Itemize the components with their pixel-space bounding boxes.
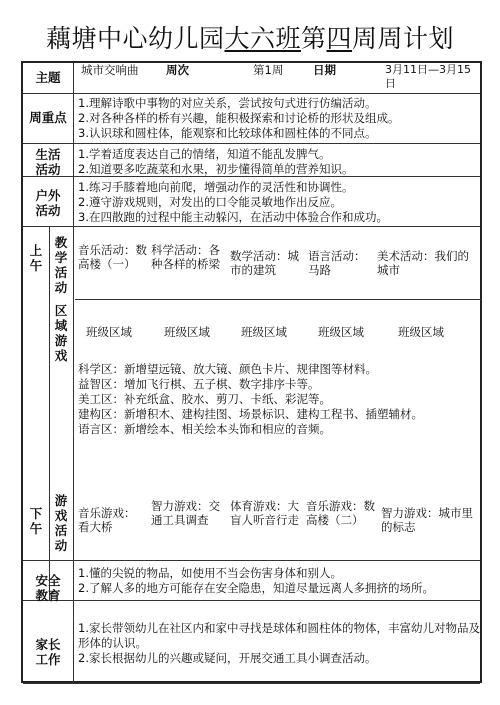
parents-item: 2.家长根据幼儿的兴趣或疑问，开展交通工具小调查活动。 bbox=[78, 651, 377, 665]
title-suffix: 周周计划 bbox=[352, 24, 455, 53]
row-divider bbox=[23, 683, 480, 684]
label-column-divider bbox=[73, 63, 74, 683]
row-divider bbox=[23, 226, 480, 227]
morning-activity: 科学活动：各种各样的桥梁 bbox=[151, 243, 220, 271]
week-label: 周次 bbox=[166, 63, 189, 77]
area-name: 班级区域 bbox=[318, 325, 364, 339]
focus-item: 3.认识球和圆柱体，能观察和比较球体和圆柱体的不同点。 bbox=[78, 126, 377, 140]
morning-activity: 美术活动：我们的城市 bbox=[377, 249, 469, 277]
page-title bbox=[0, 22, 500, 56]
morning-activity: 音乐活动：数高楼（一） bbox=[78, 243, 147, 271]
row-divider bbox=[23, 143, 480, 144]
row-divider bbox=[23, 560, 480, 561]
title-week-number: 四 bbox=[326, 24, 353, 53]
row-divider bbox=[23, 93, 480, 94]
area-detail: 益智区：增加飞行棋、五子棋、数字排序卡等。 bbox=[78, 377, 320, 391]
outdoor-label: 户外活动 bbox=[35, 188, 61, 218]
area-game-label: 区域游戏 bbox=[54, 303, 68, 363]
afternoon-activity: 智力游戏：交通工具调查 bbox=[151, 499, 220, 527]
area-name: 班级区域 bbox=[398, 325, 444, 339]
area-name: 班级区域 bbox=[164, 325, 210, 339]
afternoon-activity: 音乐游戏：数高楼（二） bbox=[306, 499, 375, 527]
safety-label: 安全教育 bbox=[35, 573, 61, 603]
area-detail: 语言区：新增绘本、相关绘本头饰和相应的音频。 bbox=[78, 422, 331, 436]
safety-item: 2.了解人多的地方可能存在安全隐患，知道尽量远离人多拥挤的场所。 bbox=[78, 581, 434, 595]
focus-item: 2.对各种各样的桥有兴趣，能积极探索和讨论桥的形状及组成。 bbox=[78, 111, 400, 125]
parents-label: 家长工作 bbox=[35, 637, 61, 667]
life-label: 生活活动 bbox=[35, 147, 61, 177]
life-item: 1.学着适度表达自己的情绪，知道不能乱发脾气。 bbox=[78, 147, 331, 161]
theme-label: 主题 bbox=[35, 70, 61, 85]
afternoon-activity: 音乐游戏：看大桥 bbox=[78, 506, 136, 534]
plan-table bbox=[21, 61, 482, 683]
parents-item: 1.家长带领幼儿在社区内和家中寻找是球体和圆柱体的物体，丰富幼儿对物品及形体的认识。 bbox=[78, 621, 480, 650]
outdoor-item: 1.练习手膝着地向前爬，增强动作的灵活性和协调性。 bbox=[78, 180, 354, 194]
theme-value: 城市交响曲 bbox=[81, 63, 139, 77]
title-class-name: 大六班 bbox=[224, 24, 301, 53]
title-di: 第 bbox=[300, 24, 327, 53]
row-divider bbox=[23, 600, 480, 601]
life-item: 2.知道要多吃蔬菜和水果，初步懂得简单的营养知识。 bbox=[78, 162, 354, 176]
area-name: 班级区域 bbox=[241, 325, 287, 339]
morning-label: 上午 bbox=[29, 243, 43, 273]
outdoor-item: 2.遵守游戏规则，对发出的口令能灵敏地作出反应。 bbox=[78, 195, 342, 209]
afternoon-activity: 体育游戏：大盲人听音行走 bbox=[230, 499, 299, 527]
area-detail: 科学区：新增望远镜、放大镜、颜色卡片、规律图等材料。 bbox=[78, 362, 377, 376]
date-value: 3月11日—3月15日 bbox=[385, 63, 471, 90]
area-detail: 建构区：新增积木、建构挂图、场景标识、建构工程书、插塑辅材。 bbox=[78, 407, 423, 421]
outdoor-item: 3.在四散跑的过程中能主动躲闪，在活动中体验合作和成功。 bbox=[78, 210, 388, 224]
safety-item: 1.懂的尖锐的物品，如使用不当会伤害身体和别人。 bbox=[78, 566, 342, 580]
area-name: 班级区域 bbox=[86, 325, 132, 339]
week-value: 第1周 bbox=[253, 63, 284, 77]
teaching-label: 教学活动 bbox=[54, 235, 68, 295]
game-activity-label: 游戏活动 bbox=[54, 493, 68, 553]
title-kindergarten: 藕塘中心幼儿园 bbox=[45, 24, 225, 53]
afternoon-activity: 智力游戏：城市里的标志 bbox=[381, 506, 473, 534]
row-divider bbox=[75, 299, 482, 300]
afternoon-label: 下午 bbox=[29, 506, 43, 536]
morning-activity: 数学活动：城市的建筑 bbox=[230, 249, 299, 277]
morning-activity: 语言活动：马路 bbox=[308, 249, 366, 277]
area-detail: 美工区：补充纸盒、胶水、剪刀、卡纸、彩泥等。 bbox=[78, 392, 331, 406]
focus-item: 1.理解诗歌中事物的对应关系，尝试按句式进行仿编活动。 bbox=[78, 96, 377, 110]
focus-label: 周重点 bbox=[29, 110, 67, 125]
date-label: 日期 bbox=[313, 63, 336, 77]
row-divider bbox=[23, 176, 480, 177]
